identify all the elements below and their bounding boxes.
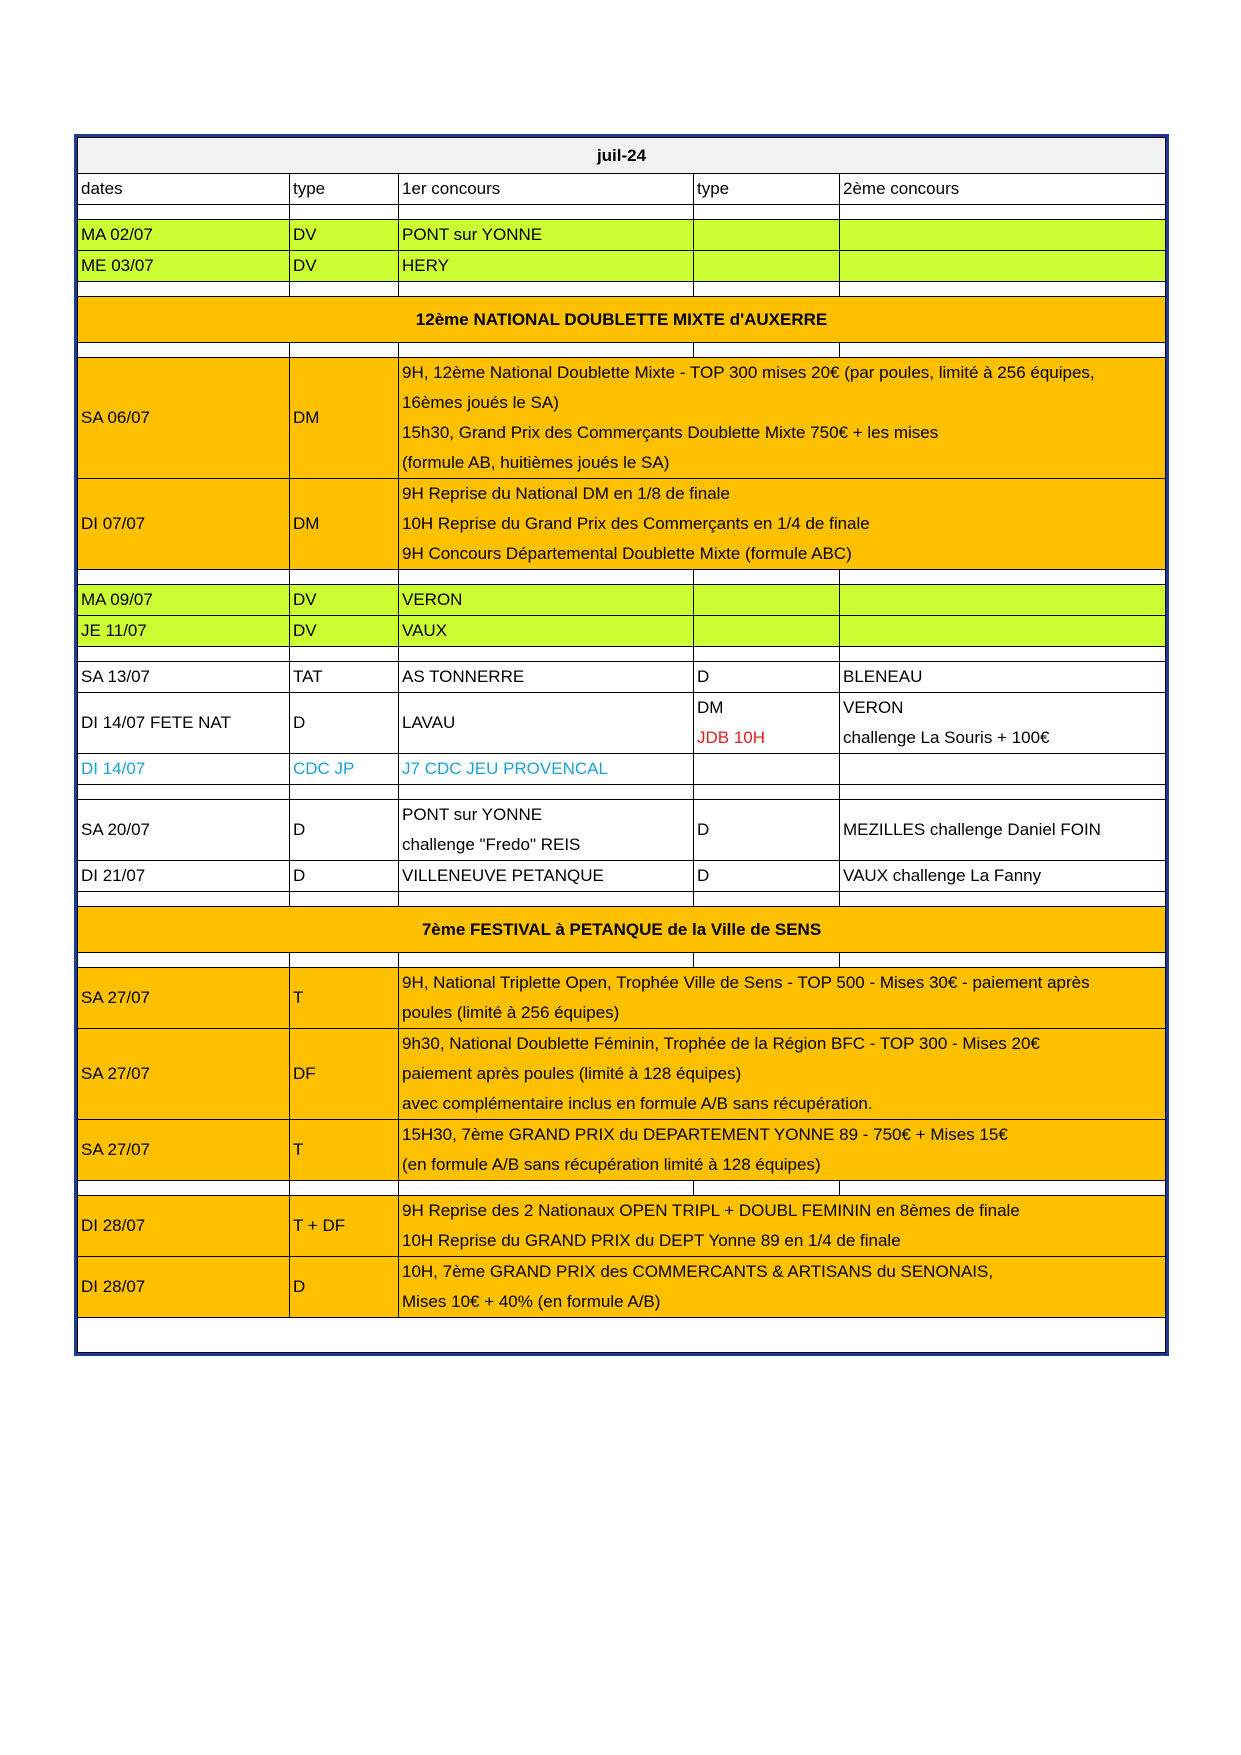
contest-details: 15H30, 7ème GRAND PRIX du DEPARTEMENT YONNE 89 - 750€ + Mises 15€ (en formule A/B sans récupération limité à 128 équipes) [399,1120,1166,1181]
type-cell: DM [290,479,399,570]
table-row [78,220,1166,251]
table-row [78,1257,1166,1318]
table-row [78,800,1166,861]
type-cell: D [290,693,399,754]
table-row [78,585,1166,616]
type-cell: T + DF [290,1196,399,1257]
type-cell-2: D [694,861,840,892]
type-cell: D [290,861,399,892]
type-cell: DM [290,358,399,479]
table-row [78,662,1166,693]
type-cell: DV [290,616,399,647]
contest-cell: PONT sur YONNE challenge "Fredo" REIS [399,800,694,861]
second-contest-cell: VERON challenge La Souris + 100€ [840,693,1166,754]
date-cell: SA 13/07 [78,662,290,693]
header-dates: dates [78,174,290,205]
contest-cell: PONT sur YONNE [399,220,694,251]
table-row [78,861,1166,892]
contest-details: 9h30, National Doublette Féminin, Trophée de la Région BFC - TOP 300 - Mises 20€ paiement après poules (limité à 128 équipes) avec complémentaire inclus en formule A/B sans récupération. [399,1029,1166,1120]
type-cell-2: DM JDB 10H [694,693,840,754]
contest-cell: VILLENEUVE PETANQUE [399,861,694,892]
date-cell: MA 02/07 [78,220,290,251]
table-row [78,1196,1166,1257]
contest-cell: AS TONNERRE [399,662,694,693]
type-cell: TAT [290,662,399,693]
contest-details: 10H, 7ème GRAND PRIX des COMMERCANTS & ARTISANS du SENONAIS, Mises 10€ + 40% (en formule A/B) [399,1257,1166,1318]
table-row [78,693,1166,754]
second-contest-cell: MEZILLES challenge Daniel FOIN [840,800,1166,861]
date-cell: SA 06/07 [78,358,290,479]
date-cell: SA 20/07 [78,800,290,861]
header-type-1: type [290,174,399,205]
table-row [78,479,1166,570]
table-row [78,358,1166,479]
date-cell: DI 14/07 FETE NAT [78,693,290,754]
contest-cell: HERY [399,251,694,282]
header-first-contest: 1er concours [399,174,694,205]
type-cell: T [290,1120,399,1181]
contest-details: 9H Reprise des 2 Nationaux OPEN TRIPL + DOUBL FEMININ en 8èmes de finale 10H Reprise du GRAND PRIX du DEPT Yonne 89 en 1/4 de finale [399,1196,1166,1257]
date-cell: ME 03/07 [78,251,290,282]
date-cell: SA 27/07 [78,1120,290,1181]
header-type-2: type [694,174,840,205]
type-cell: DV [290,251,399,282]
header-row [78,174,1166,205]
date-cell: MA 09/07 [78,585,290,616]
banner-sens: 7ème FESTIVAL à PETANQUE de la Ville de SENS [78,907,1166,953]
date-cell: SA 27/07 [78,1029,290,1120]
calendar-table [77,137,1166,1353]
contest-cell: VAUX [399,616,694,647]
contest-details: 9H Reprise du National DM en 1/8 de finale 10H Reprise du Grand Prix des Commerçants en 1/4 de finale 9H Concours Départemental Doublette Mixte (formule ABC) [399,479,1166,570]
table-row [78,616,1166,647]
date-cell: DI 28/07 [78,1257,290,1318]
date-cell: DI 28/07 [78,1196,290,1257]
table-row [78,968,1166,1029]
table-row [78,754,1166,785]
contest-cell: LAVAU [399,693,694,754]
table-row [78,1029,1166,1120]
date-cell: SA 27/07 [78,968,290,1029]
table-row [78,251,1166,282]
date-cell: DI 21/07 [78,861,290,892]
contest-details: 9H, 12ème National Doublette Mixte - TOP 300 mises 20€ (par poules, limité à 256 équipes, 16èmes joués le SA) 15h30, Grand Prix des Commerçants Doublette Mixte 750€ + les mises (formule AB, huitièmes joués le SA) [399,358,1166,479]
banner-auxerre: 12ème NATIONAL DOUBLETTE MIXTE d'AUXERRE [78,297,1166,343]
type-cell: D [290,800,399,861]
contest-cell: VERON [399,585,694,616]
month-title: juil-24 [78,138,1166,174]
second-contest-cell: BLENEAU [840,662,1166,693]
second-contest-cell: VAUX challenge La Fanny [840,861,1166,892]
type-cell: CDC JP [290,754,399,785]
header-second-contest: 2ème concours [840,174,1166,205]
table-row [78,1120,1166,1181]
type-cell: D [290,1257,399,1318]
date-cell: DI 14/07 [78,754,290,785]
type-cell: DV [290,220,399,251]
jdb-note: JDB 10H [697,728,766,747]
contest-details: 9H, National Triplette Open, Trophée Ville de Sens - TOP 500 - Mises 30€ - paiement après poules (limité à 256 équipes) [399,968,1166,1029]
date-cell: JE 11/07 [78,616,290,647]
date-cell: DI 07/07 [78,479,290,570]
type-cell: T [290,968,399,1029]
contest-cell: J7 CDC JEU PROVENCAL [399,754,694,785]
type-cell: DF [290,1029,399,1120]
type-cell-2: D [694,800,840,861]
type-cell-2: D [694,662,840,693]
type-cell: DV [290,585,399,616]
